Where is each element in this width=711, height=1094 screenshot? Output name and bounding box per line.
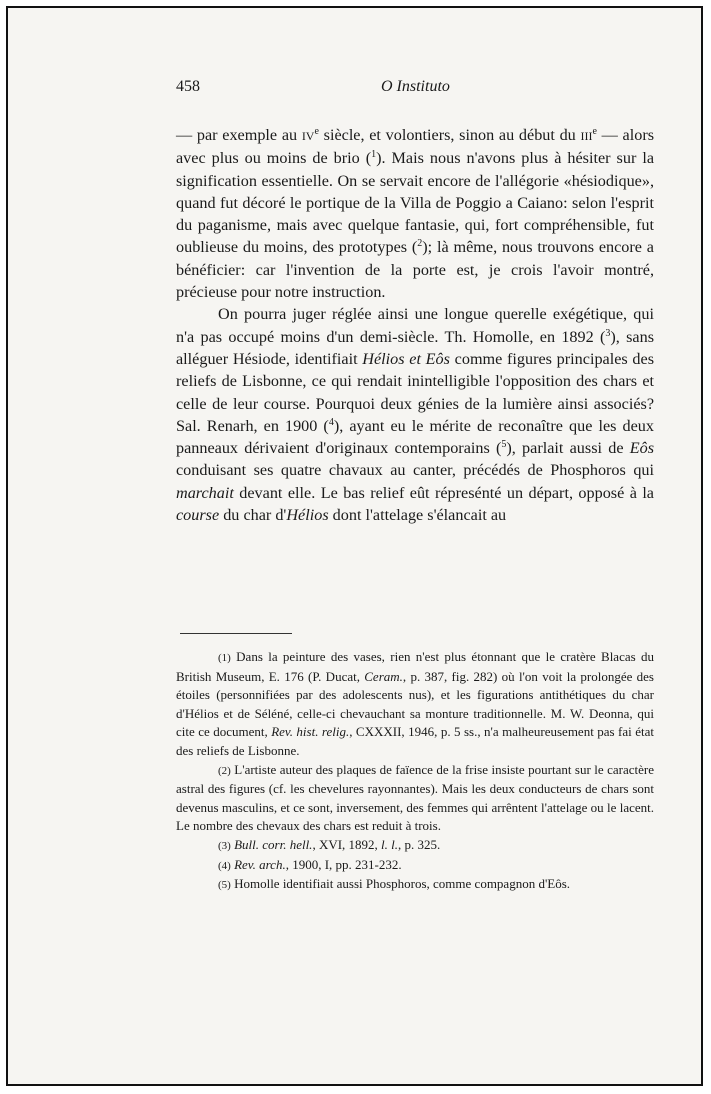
text-run: ); là même, nous trouvons encore a bénéficier: car l'invention de la porte est, je crois l'avoir montré, précieuse pour notre instruction. — [176, 238, 654, 302]
italic-term: Hélios — [286, 506, 329, 525]
text-run: du char d' — [219, 506, 287, 525]
century-numeral: III — [580, 129, 593, 143]
italic-term: Bull. corr. hell. — [234, 836, 313, 852]
footnote-ref: 2 — [417, 238, 423, 250]
text-run: comme figures principales des reliefs de Lisbonne, ce qui rendait inintelligible l'opposition des chars et celle de leur course. Pourquoi deux génies de la lumière ainsi associés? Sal. Renarh, en 1900 ( — [176, 349, 654, 435]
text-run: Dans la peinture des vases, rien n'est plus étonnant que le cratère Blacas du British Museum, E. 176 (P. Ducat, — [176, 649, 655, 684]
running-title: O Instituto — [381, 78, 450, 95]
main-text — [176, 124, 654, 526]
text-run: ), parlait aussi de — [506, 439, 630, 458]
footnote-ref: 5 — [501, 439, 507, 451]
text-run: , p. 325. — [398, 836, 441, 852]
paragraph-1 — [176, 124, 654, 303]
page-header — [176, 78, 654, 100]
italic-term: Eôs — [629, 439, 655, 458]
italic-term: Hélios et Eôs — [362, 349, 450, 368]
page-number: 458 — [176, 78, 200, 95]
superscript: e — [592, 126, 597, 137]
text-run: , 1900, I, pp. 231-232. — [285, 856, 402, 872]
text-run: On pourra juger réglée ainsi une longue querelle exégétique, qui n'a pas occupé moins d'un demi-siècle. Th. Homolle, en 1892 ( — [176, 305, 654, 346]
text-run: , XVI, 1892, — [312, 836, 382, 852]
italic-term: course — [176, 506, 220, 525]
paragraph-2 — [176, 303, 654, 526]
footnote-divider — [180, 633, 292, 634]
text-run: L'artiste auteur des plaques de faïence de la frise insiste pourtant sur le caractère astral des figures (cf. les chevelures rayonnantes). Mais les deux conducteurs de chars sont devenus masculins, et ce sont, inversement, des femmes qui arrêntent l'attelage ou le lacent. Le nombre des chevaux des chars est reduit à trois. — [176, 761, 654, 834]
footnote-2 — [176, 761, 654, 836]
footnote-ref: 3 — [605, 327, 611, 339]
text-run: siècle, et volontiers, sinon au début du — [318, 126, 581, 144]
italic-term: Ceram. — [364, 668, 403, 684]
text-run: , p. 387, fig. 282) où l'on voit la prolongée des étoiles (personnifiées par des adolescents nus), et les figurations antithétiques du char d'Hélios et de Séléné, celle-ci chevauchant sa monture traditionnelle. M. W. Deonna, qui cite ce document, — [176, 668, 654, 740]
text-run: ). Mais nous n'avons plus à hésiter sur la signification essentielle. On se servait encore de l'allégorie «hésiodique», quand fut décoré le portique de la Villa de Poggio a Caiano: selon l'esprit du paganisme, mais avec quelque fantasie, qui, fort compréhensible, fut oublieuse du moins, des prototypes ( — [176, 149, 655, 257]
century-numeral: IV — [301, 129, 315, 143]
text-run: devant elle. Le bas relief eût répresénté un départ, opposé à la — [233, 483, 654, 502]
footnote-ref: 1 — [371, 149, 377, 161]
footnote-mark: (5) — [218, 879, 231, 892]
italic-term: Rev. arch. — [234, 856, 286, 872]
text-run: — par exemple au — [176, 126, 302, 144]
italic-term: marchait — [176, 483, 234, 502]
italic-term: l. l. — [381, 836, 399, 852]
text-run: Homolle identifiait aussi Phosphoros, comme compagnon d'Eôs. — [234, 876, 571, 892]
text-run: ), ayant eu le mérite de reconaître que les deux panneaux dérivaient d'originaux contemporains ( — [176, 416, 654, 458]
footnote-4 — [176, 856, 654, 876]
text-run: dont l'attelage s'élancait au — [328, 506, 507, 525]
footnotes — [176, 648, 654, 895]
footnote-mark: (2) — [218, 764, 231, 777]
footnote-1 — [176, 648, 654, 761]
footnote-ref: 4 — [328, 416, 334, 428]
text-run: , CXXXII, 1946, p. 5 ss., n'a malheureusement pas fai état des reliefs de Lisbonne. — [176, 724, 654, 758]
footnote-mark: (1) — [218, 652, 231, 664]
text-run: — alors avec plus ou moins de brio ( — [176, 126, 655, 168]
footnote-5 — [176, 875, 654, 895]
footnote-mark: (4) — [218, 859, 231, 872]
superscript: e — [314, 126, 319, 137]
footnote-mark: (3) — [218, 839, 231, 852]
italic-term: Rev. hist. relig. — [271, 724, 350, 740]
footnote-3 — [176, 836, 654, 856]
text-run: ), sans alléguer Hésiode, identifiait — [176, 327, 654, 368]
text-run: conduisant ses quatre chavaux au canter, précédés de Phosphoros qui — [176, 461, 654, 480]
